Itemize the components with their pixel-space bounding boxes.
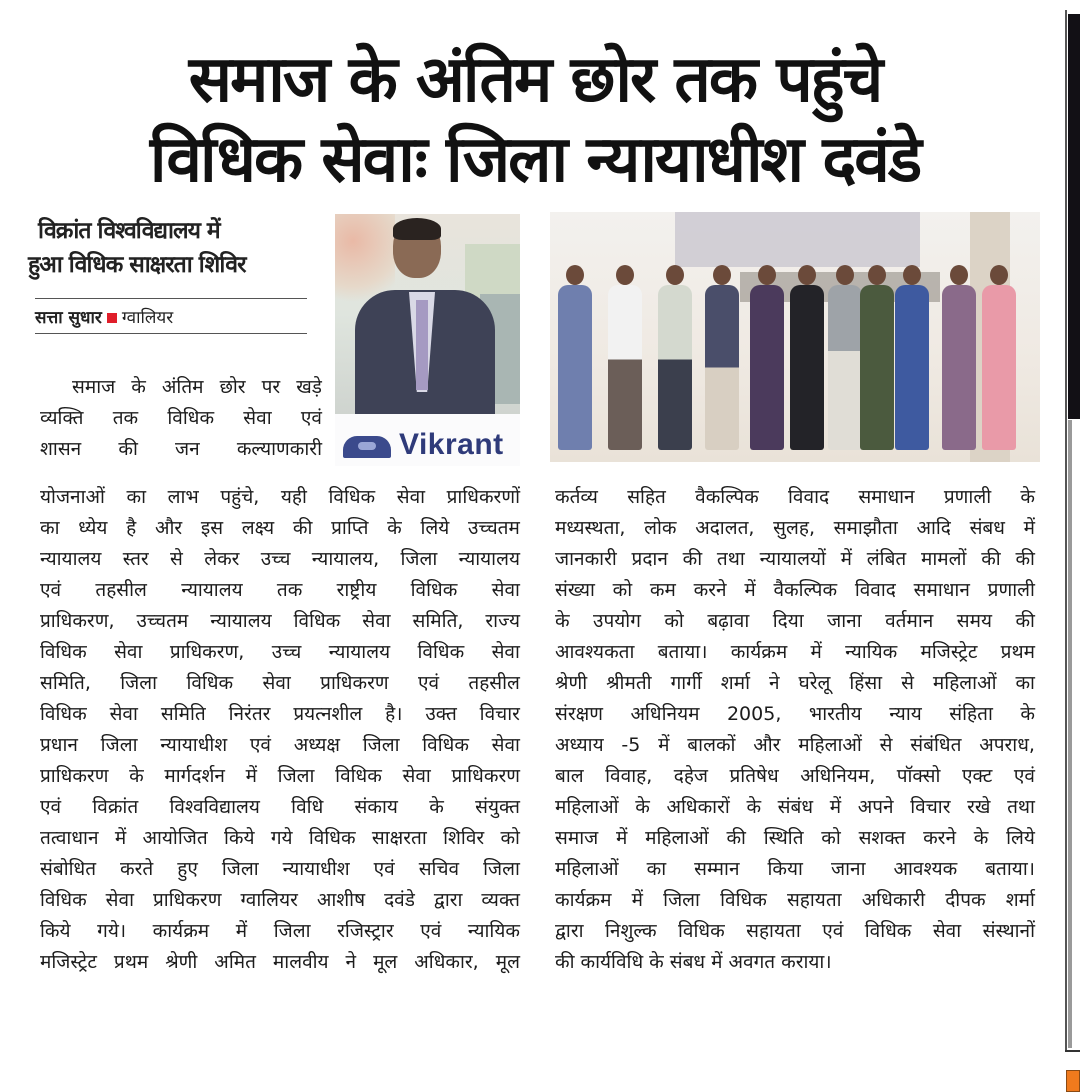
vikrant-logo-icon	[343, 436, 391, 458]
article-line: संरक्षण अधिनियम 2005, भारतीय न्याय संहिता के	[555, 703, 1035, 725]
article-line: के उपयोग को बढ़ावा दिया जाना वर्तमान समय की	[555, 610, 1035, 632]
article-line: प्राधिकरण के मार्गदर्शन में जिला विधिक सेवा प्राधिकरण	[40, 765, 520, 787]
article-line: अध्याय -5 में बालकों और महिलाओं से संबंधित अपराध,	[555, 734, 1035, 756]
article-line: विधिक सेवा समिति निरंतर प्रयत्नशील है। उक्त विचार	[40, 703, 520, 725]
article-line: शासन की जन कल्याणकारी	[40, 438, 322, 460]
byline	[35, 305, 173, 331]
article-line: एवं तहसील न्यायालय तक राष्ट्रीय विधिक सेवा	[40, 579, 520, 601]
article-line: प्राधिकरण, उच्चतम न्यायालय विधिक सेवा समिति, राज्य	[40, 610, 520, 632]
article-line: आवश्यकता बताया। कार्यक्रम में न्यायिक मजिस्ट्रेट प्रथम	[555, 641, 1035, 663]
article-line: की कार्यविधि के संबध में अवगत कराया।	[555, 951, 832, 973]
article-line: न्यायालय स्तर से लेकर उच्च न्यायालय, जिला न्यायालय	[40, 548, 520, 570]
speaker-photo	[335, 214, 520, 414]
subheadline	[28, 214, 318, 282]
article-line: समाज के अंतिम छोर पर खड़े	[72, 376, 322, 398]
article-column-left	[40, 482, 520, 978]
article-line: विधिक सेवा प्राधिकरण ग्वालियर आशीष दवंडे द्वारा व्यक्त	[40, 889, 520, 911]
subheadline-line-2: हुआ विधिक साक्षरता शिविर	[28, 252, 246, 278]
article-line: किये गये। कार्यक्रम में जिला रजिस्ट्रार एवं न्यायिक	[40, 920, 520, 942]
byline-publication: सत्ता सुधार	[35, 308, 102, 328]
byline-divider	[35, 333, 307, 334]
subheadline-line-1: विक्रांत विश्वविद्यालय में	[38, 218, 220, 244]
article-line: कर्तव्य सहित वैकल्पिक विवाद समाधान प्रणाली के	[555, 486, 1035, 508]
group-photo	[550, 212, 1040, 462]
article-line: तत्वाधान में आयोजित किये गये विधिक साक्षरता शिविर को	[40, 827, 520, 849]
adjacent-column-inner-rule	[1068, 420, 1072, 1048]
adjacent-column-black-block	[1068, 14, 1080, 419]
byline-city: ग्वालियर	[121, 308, 174, 328]
article-line: एवं विक्रांत विश्वविद्यालय विधि संकाय के संयुक्त	[40, 796, 520, 818]
article-line: श्रेणी श्रीमती गार्गी शर्मा ने घरेलू हिंसा से महिलाओं का	[555, 672, 1035, 694]
article-line: बाल विवाह, दहेज प्रतिषेध अधिनियम, पॉक्सो एक्ट एवं	[555, 765, 1035, 787]
subheadline-divider	[35, 298, 307, 299]
article-line: प्रधान जिला न्यायाधीश एवं अध्यक्ष जिला विधिक सेवा	[40, 734, 520, 756]
headline	[30, 40, 1040, 200]
headline-line-1: समाज के अंतिम छोर तक पहुंचे	[188, 43, 882, 117]
vikrant-logo-text: Vikrant	[399, 428, 504, 461]
adjacent-orange-block	[1066, 1070, 1080, 1092]
article-line: संबोधित करते हुए जिला न्यायाधीश एवं सचिव जिला	[40, 858, 520, 880]
article-line: संख्या को कम करने में वैकल्पिक विवाद समाधान प्रणाली	[555, 579, 1035, 601]
article-line: मजिस्ट्रेट प्रथम श्रेणी अमित मालवीय ने मूल अधिकार, मूल	[40, 951, 520, 973]
article-line: द्वारा निशुल्क विधिक सहायता एवं विधिक सेवा संस्थानों	[555, 920, 1035, 942]
red-square-icon	[107, 313, 117, 323]
article-line: कार्यक्रम में जिला विधिक सहायता अधिकारी दीपक शर्मा	[555, 889, 1035, 911]
article-line: जानकारी प्रदान की तथा न्यायालयों में लंबित मामलों की की	[555, 548, 1035, 570]
adjacent-column-bottom-rule	[1065, 1050, 1080, 1052]
vikrant-logo-band	[335, 414, 520, 466]
article-column-right	[555, 482, 1035, 978]
headline-line-2: विधिक सेवाः जिला न्यायाधीश दवंडे	[149, 123, 921, 197]
article-line: व्यक्ति तक विधिक सेवा एवं	[40, 407, 322, 429]
article-line: समिति, जिला विधिक सेवा प्राधिकरण एवं तहसील	[40, 672, 520, 694]
article-intro	[40, 372, 322, 465]
article-line: महिलाओं के अधिकारों के संबंध में अपने विचार रखे तथा	[555, 796, 1035, 818]
article-line: विधिक सेवा प्राधिकरण, उच्च न्यायालय विधिक सेवा	[40, 641, 520, 663]
article-line: मध्यस्थता, लोक अदालत, सुलह, समाझौता आदि संबध में	[555, 517, 1035, 539]
article-line: समाज में महिलाओं की स्थिति को सशक्त करने के लिये	[555, 827, 1035, 849]
article-line: का ध्येय है और इस लक्ष्य की प्राप्ति के लिये उच्चतम	[40, 517, 520, 539]
article-line: महिलाओं का सम्मान किया जाना आवश्यक बताया।	[555, 858, 1035, 880]
article-line: योजनाओं का लाभ पहुंचे, यही विधिक सेवा प्राधिकरणों	[40, 486, 520, 508]
